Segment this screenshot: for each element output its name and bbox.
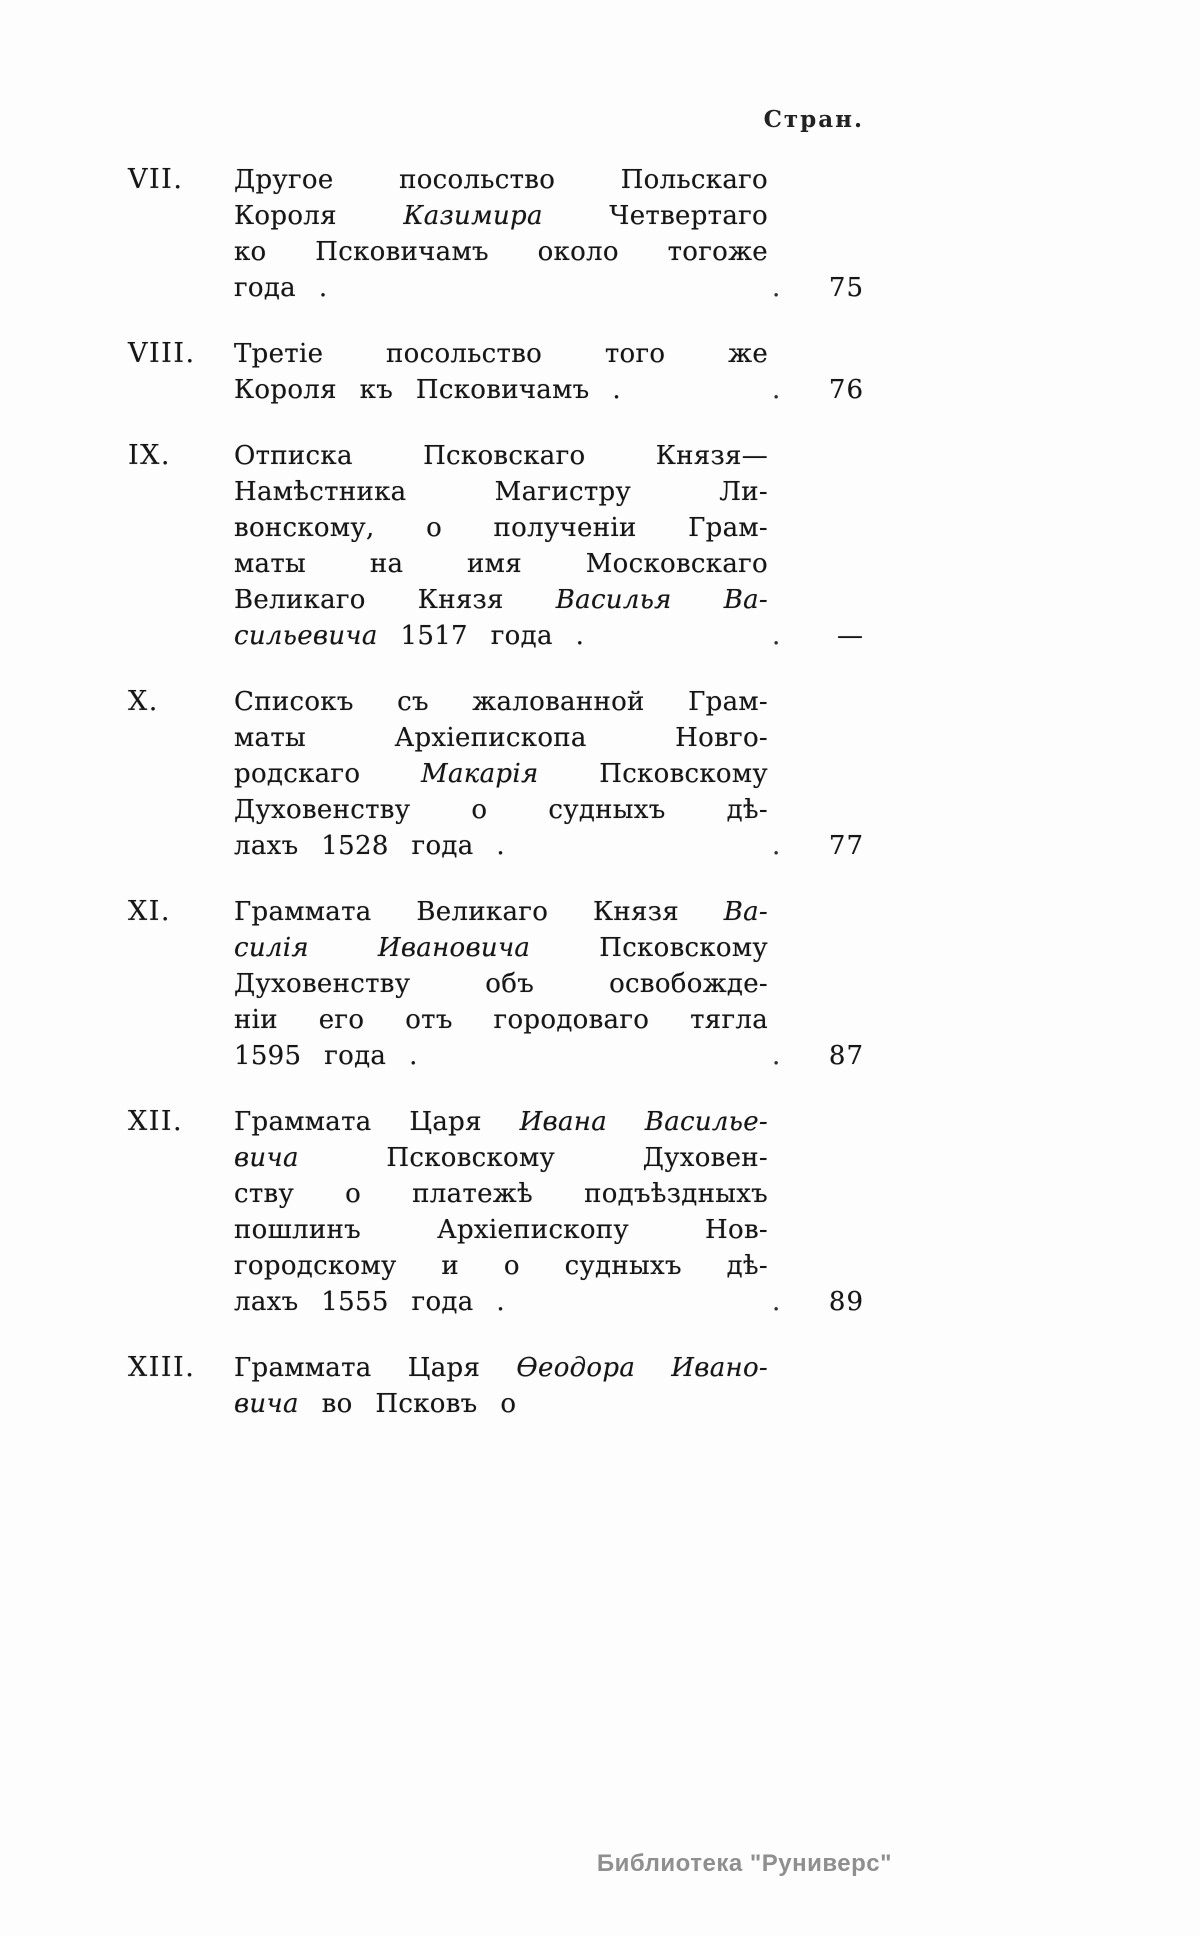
entry-page-number: 75 (828, 273, 864, 303)
entry-body (234, 1104, 768, 1320)
entry-line (234, 1104, 768, 1140)
entry-line (234, 1140, 768, 1176)
entry-page-cell (768, 438, 864, 654)
entry-body (234, 162, 768, 306)
entry-page-cell (768, 684, 864, 864)
toc-entry (128, 336, 864, 408)
entry-line (234, 720, 768, 756)
entry-text: лахъ 1528 года . (234, 831, 505, 861)
entry-text-italic: Ва- (723, 897, 768, 927)
entry-line (234, 198, 768, 234)
entry-text: Четвертаго (542, 201, 768, 231)
entry-page-number: 89 (828, 1287, 864, 1317)
leader-dot: . (772, 1287, 781, 1317)
entry-line (234, 966, 768, 1002)
entry-text: Отписка Псковскаго Князя— (234, 441, 768, 471)
entry-text-italic: сильевича (234, 621, 378, 651)
entry-text-italic: вича (234, 1389, 299, 1419)
entry-text-italic: Ивана Василье- (519, 1107, 768, 1137)
entry-line (234, 234, 768, 270)
entry-text: Другое посольство Польскаго (234, 165, 768, 195)
toc-entry (128, 1350, 864, 1422)
entry-body (234, 438, 768, 654)
entry-text: родскаго (234, 759, 422, 789)
entry-text: Духовенству о судныхъ дѣ- (234, 795, 768, 825)
entry-text: лахъ 1555 года . (234, 1287, 505, 1317)
entry-text: Списокъ съ жалованной Грам- (234, 687, 768, 717)
entry-line (234, 930, 768, 966)
entry-numeral: XII. (128, 1106, 184, 1137)
entry-line (234, 546, 768, 582)
page-content (128, 106, 864, 1452)
entry-body (234, 336, 768, 408)
entry-line (234, 582, 768, 618)
entry-text: ніи его отъ городоваго тягла (234, 1005, 768, 1035)
entry-text: 1595 года . (234, 1041, 418, 1071)
toc-entry (128, 684, 864, 864)
leader-dot: . (772, 375, 781, 405)
entry-line (234, 1284, 768, 1320)
entry-page-cell (768, 894, 864, 1074)
entry-text: Намѣстника Магистру Ли- (234, 477, 768, 507)
entry-line (234, 1038, 768, 1074)
entry-line (234, 1350, 768, 1386)
entry-line (234, 1386, 768, 1422)
entry-line (234, 684, 768, 720)
library-watermark: Библиотека "Руниверс" (596, 1850, 892, 1877)
leader-dot: . (772, 273, 781, 303)
entry-page-cell (768, 1104, 864, 1320)
entry-text: пошлинъ Архіепископу Нов- (234, 1215, 768, 1245)
entry-text-italic: Казимира (403, 201, 543, 231)
entry-text: Псковскому (530, 933, 768, 963)
entry-line (234, 1248, 768, 1284)
leader-dot: . (772, 1041, 781, 1071)
entry-line (234, 510, 768, 546)
entry-line (234, 756, 768, 792)
entry-text: Псковскому (538, 759, 768, 789)
entry-text: Третіе посольство того же (234, 339, 768, 369)
entry-text-italic: силія Ивановича (234, 933, 531, 963)
toc-entry (128, 162, 864, 306)
entry-text: 1517 года . (377, 621, 585, 651)
entry-text: ко Псковичамъ около тогоже (234, 237, 768, 267)
entry-page-cell (768, 336, 864, 408)
entry-numeral: IX. (128, 440, 171, 471)
entry-line (234, 438, 768, 474)
toc-entry (128, 438, 864, 654)
entry-numeral: VIII. (128, 338, 196, 369)
entry-text-italic: вича (234, 1143, 299, 1173)
entry-text: Псковскому Духовен- (298, 1143, 768, 1173)
entry-text: маты на имя Московскаго (234, 549, 768, 579)
entry-line (234, 270, 768, 306)
entry-text: Короля къ Псковичамъ . (234, 375, 621, 405)
entry-numeral: VII. (128, 164, 184, 195)
entry-text-italic: Макарія (421, 759, 539, 789)
entry-text: маты Архіепископа Новго- (234, 723, 768, 753)
entry-body (234, 684, 768, 864)
entry-numeral: XI. (128, 896, 171, 927)
entry-line (234, 1002, 768, 1038)
entry-text: вонскому, о полученіи Грам- (234, 513, 768, 543)
entry-text: Граммата Великаго Князя (234, 897, 724, 927)
entry-line (234, 336, 768, 372)
entry-text: ству о платежѣ подъѣздныхъ (234, 1179, 768, 1209)
page-column-label: Стран. (763, 106, 864, 133)
entry-line (234, 1212, 768, 1248)
entry-body (234, 1350, 768, 1422)
leader-dot: . (772, 621, 781, 651)
entry-line (234, 162, 768, 198)
entry-page-number: 87 (828, 1041, 864, 1071)
entry-line (234, 372, 768, 408)
entry-body (234, 894, 768, 1074)
entry-text-italic: Ѳеодора Ивано- (516, 1353, 768, 1383)
entry-text: Великаго Князя (234, 585, 556, 615)
entry-line (234, 1176, 768, 1212)
entry-text: городскому и о судныхъ дѣ- (234, 1251, 768, 1281)
entry-text-italic: Василья Ва- (555, 585, 768, 615)
toc-entry (128, 1104, 864, 1320)
entry-numeral: XIII. (128, 1352, 196, 1383)
entry-line (234, 828, 768, 864)
entry-line (234, 792, 768, 828)
entry-page-number: 76 (828, 375, 864, 405)
toc-entry (128, 894, 864, 1074)
entry-line (234, 474, 768, 510)
entry-text: во Псковъ о (298, 1389, 517, 1419)
entry-page-cell (768, 1350, 864, 1422)
entry-text: Духовенству объ освобожде- (234, 969, 768, 999)
entry-line (234, 894, 768, 930)
entry-numeral: X. (128, 686, 159, 717)
entry-text: Короля (234, 201, 404, 231)
entry-text: года . (234, 273, 328, 303)
toc-list (128, 162, 864, 1422)
page-header (128, 106, 864, 140)
entry-page-cell (768, 162, 864, 306)
entry-text: Граммата Царя (234, 1353, 517, 1383)
entry-text: Граммата Царя (234, 1107, 520, 1137)
entry-page-number: — (837, 621, 864, 651)
entry-line (234, 618, 768, 654)
leader-dot: . (772, 831, 781, 861)
entry-page-number: 77 (828, 831, 864, 861)
